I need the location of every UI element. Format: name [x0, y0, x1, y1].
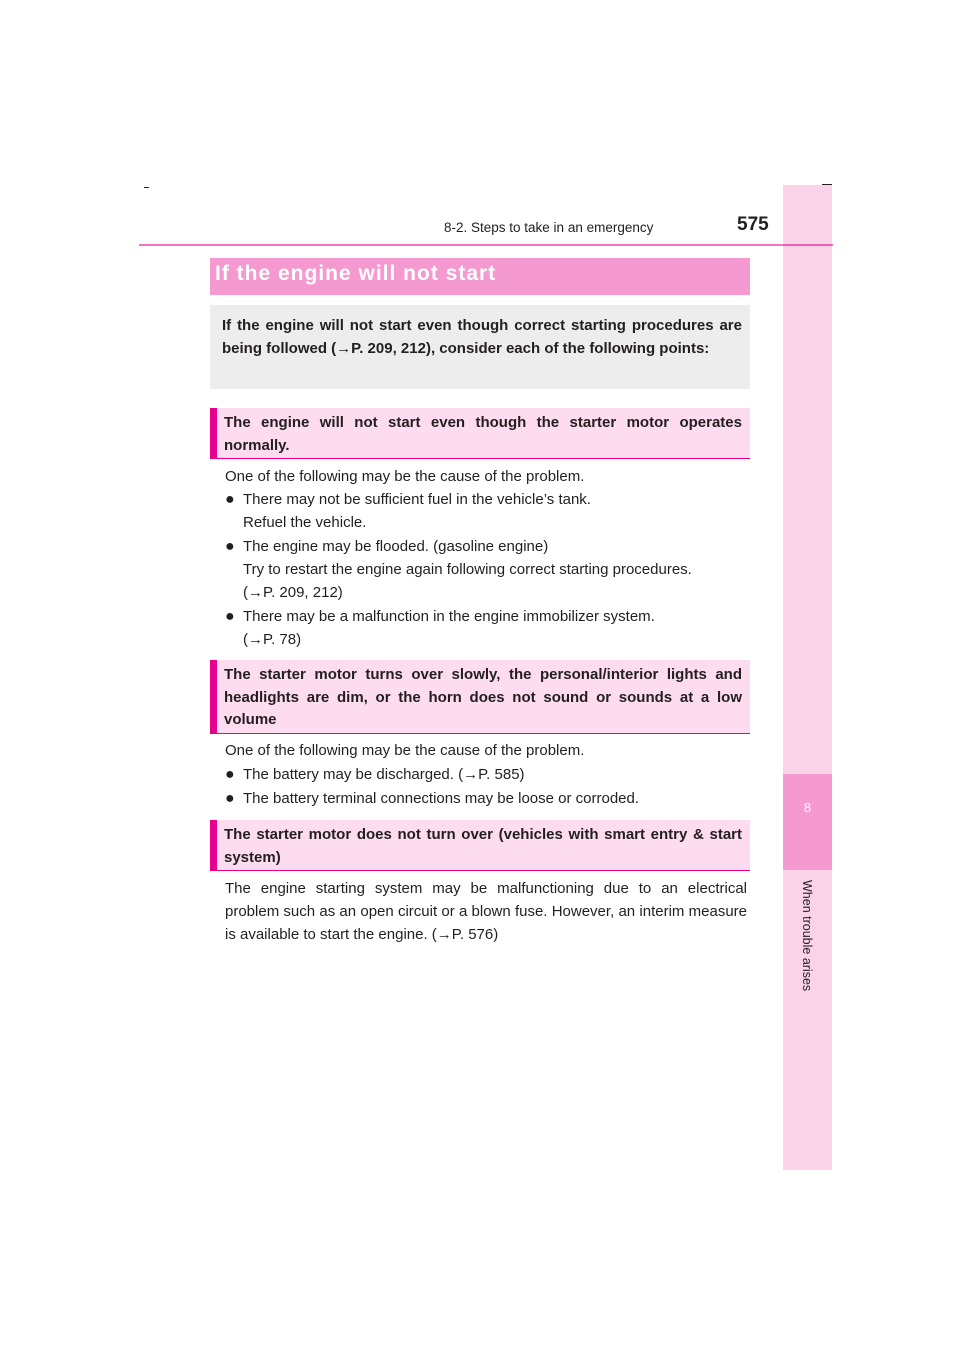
section-heading-box — [210, 408, 750, 459]
bullet-dot: ● — [225, 491, 235, 508]
chapter-number-box — [783, 774, 832, 870]
bullet-subtext: Refuel the vehicle. — [243, 514, 367, 531]
crop-mark — [144, 187, 149, 188]
header-section-title: 8-2. Steps to take in an emergency — [444, 220, 654, 235]
side-chapter-tab — [783, 185, 832, 1170]
bullet-text: There may not be sufficient fuel in the vehicle’s tank. — [243, 491, 591, 508]
section-heading-accent — [210, 660, 217, 733]
page-title: If the engine will not start — [215, 262, 497, 285]
section-lead: One of the following may be the cause of the problem. — [225, 742, 585, 759]
header-rule — [139, 244, 833, 246]
section-heading: The starter motor does not turn over (vehicles with smart entry & start system) — [224, 826, 742, 866]
section-heading-box — [210, 820, 750, 871]
chapter-title: When trouble arises — [800, 880, 814, 992]
section-heading-box — [210, 660, 750, 734]
intro-text: If the engine will not start even though correct starting procedures are being followed (→P. 209, 212), consider each of the following points: — [222, 317, 742, 357]
chapter-number: 8 — [803, 800, 812, 815]
section-body: The engine starting system may be malfunctioning due to an electrical problem such as an open circuit or a blown fuse. However, an interim measure is available to start the engine. (→P. 576) — [225, 880, 747, 943]
section-heading: The starter motor turns over slowly, the personal/interior lights and headlights are dim, or the horn does not sound or sounds at a low volume — [224, 666, 742, 728]
page-title-bar — [210, 258, 750, 295]
bullet-dot: ● — [225, 790, 235, 807]
bullet-dot: ● — [225, 538, 235, 555]
intro-box — [210, 305, 750, 389]
bullet-text: The battery may be discharged. (→P. 585) — [243, 766, 525, 783]
section-heading-accent — [210, 408, 217, 458]
bullet-reference: (→P. 78) — [243, 631, 302, 648]
section-heading-accent — [210, 820, 217, 870]
bullet-dot: ● — [225, 766, 235, 783]
bullet-reference: (→P. 209, 212) — [243, 584, 343, 601]
bullet-text: There may be a malfunction in the engine immobilizer system. — [243, 608, 655, 625]
page-number: 575 — [737, 214, 769, 235]
section-lead: One of the following may be the cause of the problem. — [225, 468, 585, 485]
section-heading: The engine will not start even though the starter motor operates normally. — [224, 414, 742, 454]
bullet-subtext: Try to restart the engine again following correct starting procedures. — [243, 561, 692, 578]
bullet-text: The battery terminal connections may be loose or corroded. — [243, 790, 640, 807]
bullet-text: The engine may be flooded. (gasoline engine) — [243, 538, 549, 555]
bullet-dot: ● — [225, 608, 235, 625]
